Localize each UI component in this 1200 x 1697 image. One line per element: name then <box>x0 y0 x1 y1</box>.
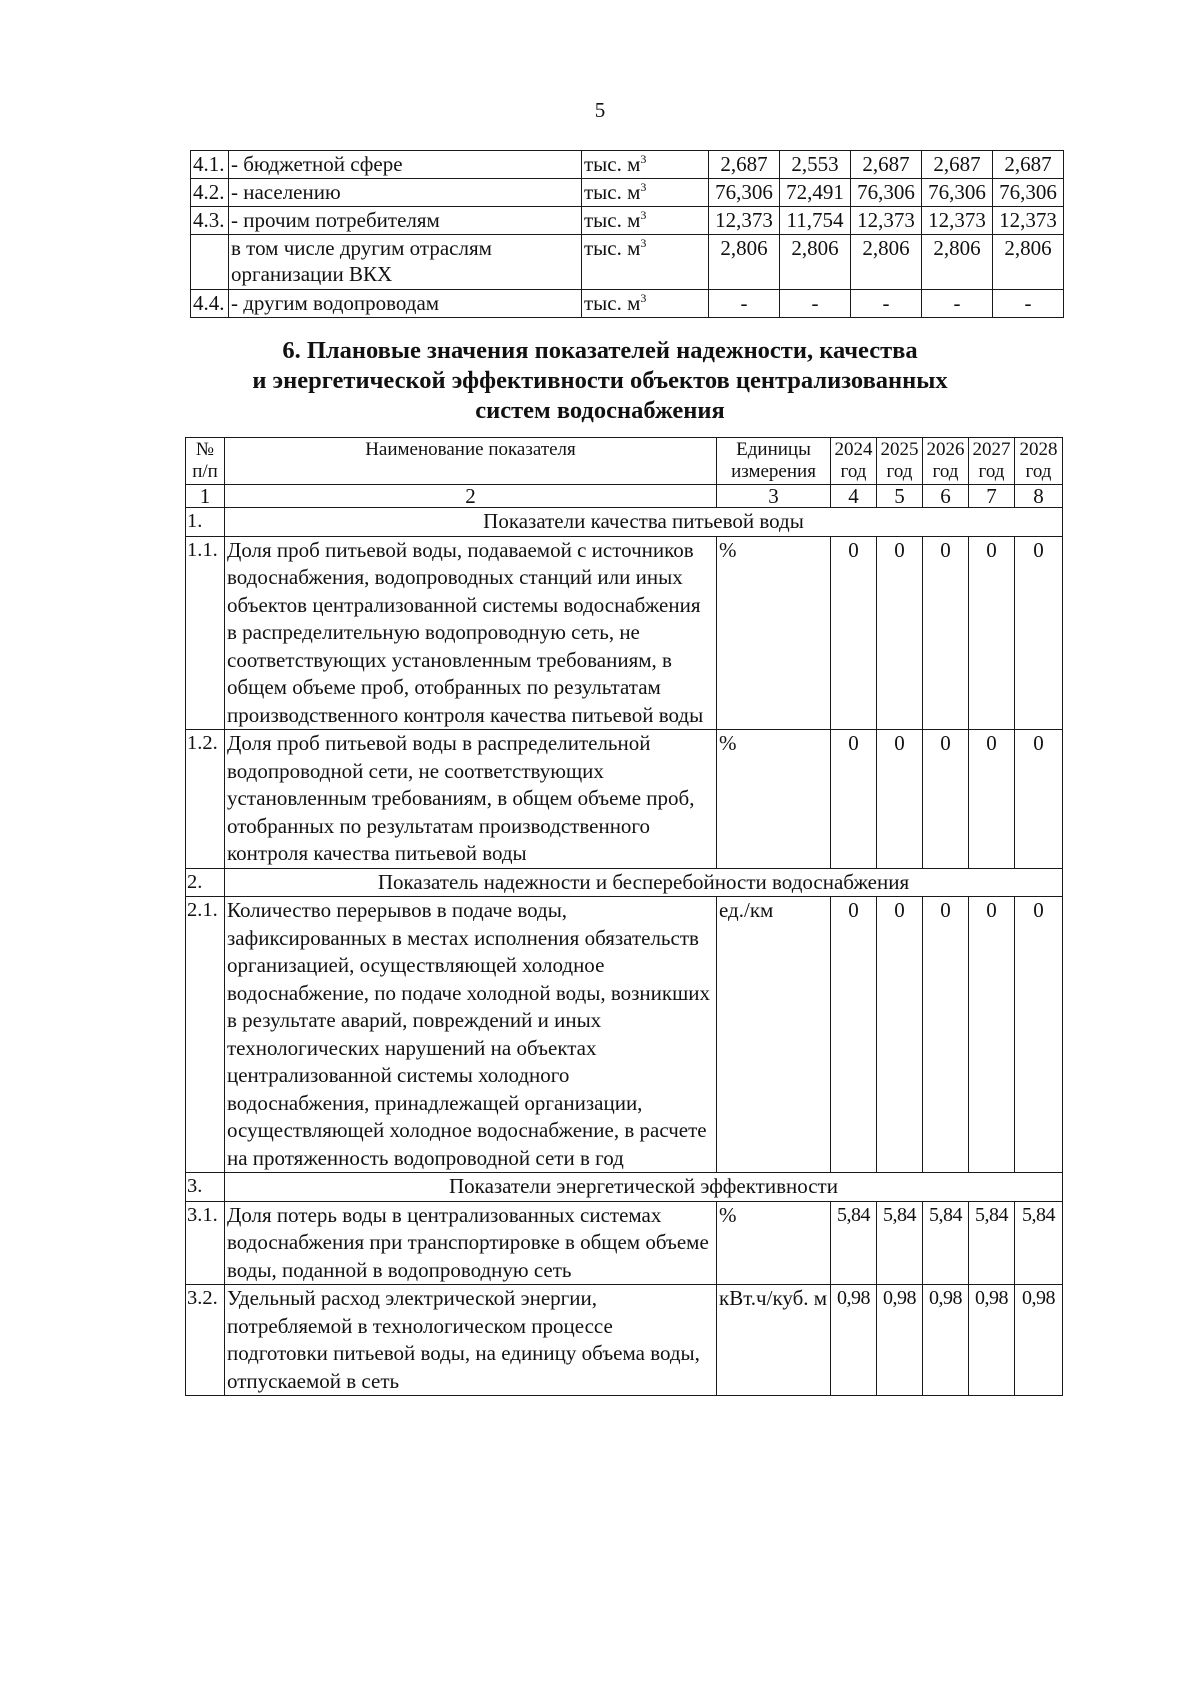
indicator-row <box>186 536 1063 730</box>
column-number-row <box>186 485 1063 508</box>
indicator-unit: % <box>717 730 831 869</box>
section-title <box>0 336 1200 426</box>
header-row <box>186 438 1063 485</box>
row-value: 12,373 <box>851 207 922 235</box>
row-value: 2,687 <box>709 151 780 179</box>
table-row <box>191 290 1064 318</box>
section-row <box>186 868 1063 897</box>
indicator-number: 3.2. <box>186 1285 225 1396</box>
row-number: 4.3. <box>191 207 229 235</box>
header-year-2028: 2028 год <box>1015 438 1063 485</box>
section-row <box>186 1173 1063 1202</box>
indicator-value: 0 <box>1015 730 1063 869</box>
row-value: 2,687 <box>922 151 993 179</box>
row-unit-superscript: 3 <box>640 180 647 194</box>
row-unit-text: тыс. м <box>584 152 641 176</box>
indicator-number: 3.1. <box>186 1201 225 1285</box>
row-unit <box>582 235 709 290</box>
section-number: 1. <box>186 508 225 537</box>
indicator-value: 0,98 <box>923 1285 969 1396</box>
table-row <box>191 151 1064 179</box>
row-value: 76,306 <box>922 179 993 207</box>
row-number: 4.2. <box>191 179 229 207</box>
row-value: 2,806 <box>851 235 922 290</box>
section-title-line-3: систем водоснабжения <box>475 397 725 424</box>
row-value: 12,373 <box>993 207 1064 235</box>
indicator-value: 5,84 <box>877 1201 923 1285</box>
indicator-value: 0 <box>923 730 969 869</box>
header-year-2026: 2026 год <box>923 438 969 485</box>
row-unit-superscript: 3 <box>640 152 647 166</box>
row-name: - бюджетной сфере <box>229 151 582 179</box>
section-title-line-1: 6. Плановые значения показателей надежности, качества <box>282 337 918 364</box>
row-number <box>191 235 229 290</box>
row-value: 2,806 <box>780 235 851 290</box>
header-year-2025: 2025 год <box>877 438 923 485</box>
indicator-value: 0 <box>969 536 1015 730</box>
row-name: - населению <box>229 179 582 207</box>
row-value: - <box>780 290 851 318</box>
indicator-value: 0 <box>1015 536 1063 730</box>
row-value: - <box>993 290 1064 318</box>
row-value: 76,306 <box>709 179 780 207</box>
indicator-value: 0 <box>969 730 1015 869</box>
row-value: 12,373 <box>922 207 993 235</box>
row-value: 11,754 <box>780 207 851 235</box>
section-title-line-2: и энергетической эффективности объектов централизованных <box>252 367 948 394</box>
column-number: 7 <box>969 485 1015 508</box>
indicator-value: 5,84 <box>831 1201 877 1285</box>
section-number: 3. <box>186 1173 225 1202</box>
indicator-value: 0 <box>1015 897 1063 1173</box>
indicator-unit: кВт.ч/куб. м <box>717 1285 831 1396</box>
indicator-value: 5,84 <box>1015 1201 1063 1285</box>
row-name: - прочим потребителям <box>229 207 582 235</box>
row-unit <box>582 290 709 318</box>
indicator-value: 0 <box>923 536 969 730</box>
row-value: 2,806 <box>993 235 1064 290</box>
indicator-number: 1.1. <box>186 536 225 730</box>
indicators-table <box>185 437 1063 1396</box>
row-unit <box>582 207 709 235</box>
column-number: 3 <box>717 485 831 508</box>
indicator-unit: ед./км <box>717 897 831 1173</box>
indicator-row <box>186 730 1063 869</box>
indicator-value: 0,98 <box>1015 1285 1063 1396</box>
row-value: 76,306 <box>993 179 1064 207</box>
page-number: 5 <box>594 98 606 122</box>
indicator-value: 5,84 <box>923 1201 969 1285</box>
section-title-cell: Показатели энергетической эффективности <box>225 1173 1063 1202</box>
indicator-name: Доля проб питьевой воды в распределительной водопроводной сети, не соответствующих установленным требованиям, в общем объеме проб, отобранных по результатам производственного контроля качества питьевой воды <box>225 730 717 869</box>
indicator-value: 0 <box>831 536 877 730</box>
indicator-value: 0 <box>831 730 877 869</box>
indicator-value: 0 <box>877 897 923 1173</box>
row-unit-text: тыс. м <box>584 180 641 204</box>
indicator-value: 0,98 <box>831 1285 877 1396</box>
section-number: 2. <box>186 868 225 897</box>
row-number: 4.1. <box>191 151 229 179</box>
indicator-value: 0,98 <box>877 1285 923 1396</box>
row-unit-superscript: 3 <box>640 236 647 250</box>
header-no: № п/п <box>186 438 225 485</box>
consumption-table <box>190 150 1064 318</box>
row-value: 72,491 <box>780 179 851 207</box>
row-value: 2,806 <box>709 235 780 290</box>
indicator-value: 0 <box>923 897 969 1173</box>
indicator-value: 0 <box>877 536 923 730</box>
row-value: 2,553 <box>780 151 851 179</box>
indicator-value: 0 <box>877 730 923 869</box>
indicator-unit: % <box>717 1201 831 1285</box>
section-title-cell: Показатель надежности и бесперебойности водоснабжения <box>225 868 1063 897</box>
header-name: Наименование показателя <box>225 438 717 485</box>
row-value: - <box>922 290 993 318</box>
row-value: 2,687 <box>993 151 1064 179</box>
column-number: 5 <box>877 485 923 508</box>
indicator-name: Доля проб питьевой воды, подаваемой с источников водоснабжения, водопроводных станций или иных объектов централизованной системы водоснабжения в распределительную водопроводную сеть, не соответствующих установленным требованиям, в общем объеме проб, отобранных по результатам производственного контроля качества питьевой воды <box>225 536 717 730</box>
row-value: - <box>851 290 922 318</box>
section-title-cell: Показатели качества питьевой воды <box>225 508 1063 537</box>
row-value: - <box>709 290 780 318</box>
column-number: 6 <box>923 485 969 508</box>
row-number: 4.4. <box>191 290 229 318</box>
row-value: 2,687 <box>851 151 922 179</box>
row-name: - другим водопроводам <box>229 290 582 318</box>
row-unit-text: тыс. м <box>584 291 641 315</box>
row-unit-text: тыс. м <box>584 208 641 232</box>
row-unit <box>582 151 709 179</box>
row-unit <box>582 179 709 207</box>
indicator-value: 0 <box>831 897 877 1173</box>
header-unit: Единицы измерения <box>717 438 831 485</box>
indicator-row <box>186 897 1063 1173</box>
row-value: 12,373 <box>709 207 780 235</box>
table-row <box>191 179 1064 207</box>
indicator-name: Доля потерь воды в централизованных системах водоснабжения при транспортировке в общем объеме воды, поданной в водопроводную сеть <box>225 1201 717 1285</box>
indicator-value: 0 <box>969 897 1015 1173</box>
table-row <box>191 235 1064 290</box>
column-number: 1 <box>186 485 225 508</box>
row-unit-text: тыс. м <box>584 236 641 260</box>
indicator-name: Количество перерывов в подаче воды, зафиксированных в местах исполнения обязательств организацией, осуществляющей холодное водоснабжение, по подаче холодной воды, возникших в результате аварий, повреждений и иных технологических нарушений на объектах централизованной системы холодного водоснабжения, принадлежащей организации, осуществляющей холодное водоснабжение, в расчете на протяженность водопроводной сети в год <box>225 897 717 1173</box>
header-year-2024: 2024 год <box>831 438 877 485</box>
table-row <box>191 207 1064 235</box>
column-number: 2 <box>225 485 717 508</box>
row-value: 76,306 <box>851 179 922 207</box>
section-row <box>186 508 1063 537</box>
row-unit-superscript: 3 <box>640 208 647 222</box>
column-number: 8 <box>1015 485 1063 508</box>
indicator-row <box>186 1201 1063 1285</box>
column-number: 4 <box>831 485 877 508</box>
indicator-value: 0,98 <box>969 1285 1015 1396</box>
indicator-number: 2.1. <box>186 897 225 1173</box>
indicator-name: Удельный расход электрической энергии, потребляемой в технологическом процессе подготовки питьевой воды, на единицу объема воды, отпускаемой в сеть <box>225 1285 717 1396</box>
row-value: 2,806 <box>922 235 993 290</box>
indicator-row <box>186 1285 1063 1396</box>
header-year-2027: 2027 год <box>969 438 1015 485</box>
indicator-number: 1.2. <box>186 730 225 869</box>
row-unit-superscript: 3 <box>640 291 647 305</box>
indicator-value: 5,84 <box>969 1201 1015 1285</box>
row-name: в том числе другим отраслям организации ВКХ <box>229 235 582 290</box>
indicator-unit: % <box>717 536 831 730</box>
